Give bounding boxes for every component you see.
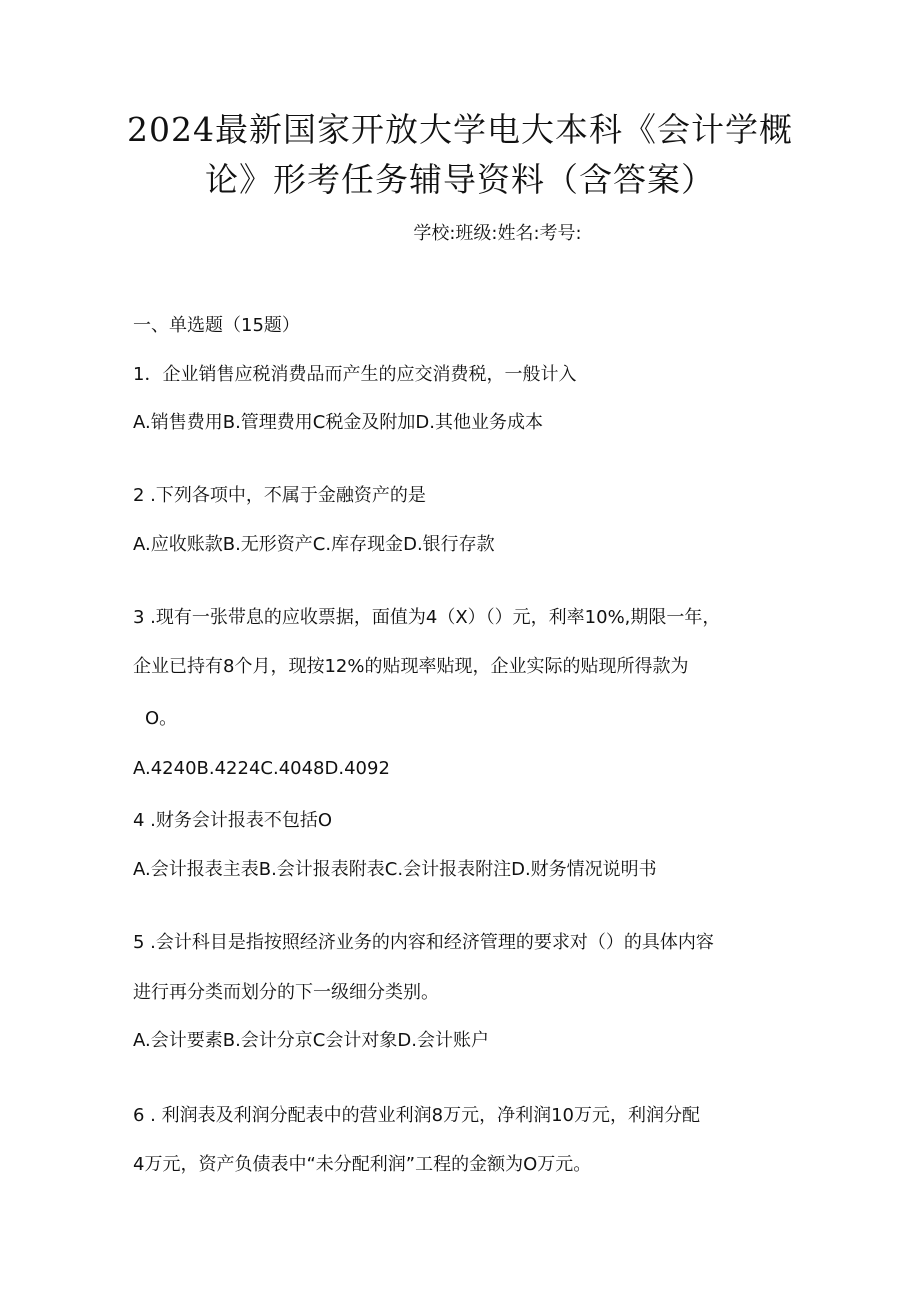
section-heading: 一、单选题（15题） <box>133 315 300 336</box>
question-1-options: A.销售费用B.管理费用C税金及附加D.其他业务成本 <box>133 412 543 433</box>
question-1-stem: 1．企业销售应税消费品而产生的应交消费税，一般计入 <box>133 364 577 385</box>
question-5-stem-line-1: 5 .会计科目是指按照经济业务的内容和经济管理的要求对（）的具体内容 <box>133 932 714 953</box>
question-2-options: A.应收账款B.无形资产C.库存现金D.银行存款 <box>133 534 495 555</box>
question-3-stem-line-2: 企业已持有8个月，现按12%的贴现率贴现，企业实际的贴现所得款为 <box>133 656 689 677</box>
question-6-stem-line-1: 6 . 利润表及利润分配表中的营业利润8万元，净利润10万元，利润分配 <box>133 1105 700 1126</box>
document-title-line-1: 2024最新国家开放大学电大本科《会计学概 <box>127 110 793 149</box>
question-4-stem: 4 .财务会计报表不包括O <box>133 810 333 831</box>
document-title-line-2: 论》形考任务辅导资料（含答案） <box>205 160 715 199</box>
question-5-options: A.会计要素B.会计分京C会计对象D.会计账户 <box>133 1030 489 1051</box>
question-6-stem-line-2: 4万元，资产负债表中“未分配利润”工程的金额为O万元。 <box>133 1154 592 1175</box>
question-3-options: A.4240B.4224C.4048D.4092 <box>133 758 390 779</box>
student-info-line: 学校:班级:姓名:考号: <box>413 223 582 244</box>
question-3-stem-line-3: O。 <box>145 708 178 729</box>
question-2-stem: 2 .下列各项中，不属于金融资产的是 <box>133 485 426 506</box>
question-3-stem-line-1: 3 .现有一张带息的应收票据，面值为4（X）（）元，利率10%,期限一年， <box>133 607 721 628</box>
question-4-options: A.会计报表主表B.会计报表附表C.会计报表附注D.财务情况说明书 <box>133 859 657 880</box>
question-5-stem-line-2: 进行再分类而划分的下一级细分类别。 <box>133 982 439 1003</box>
